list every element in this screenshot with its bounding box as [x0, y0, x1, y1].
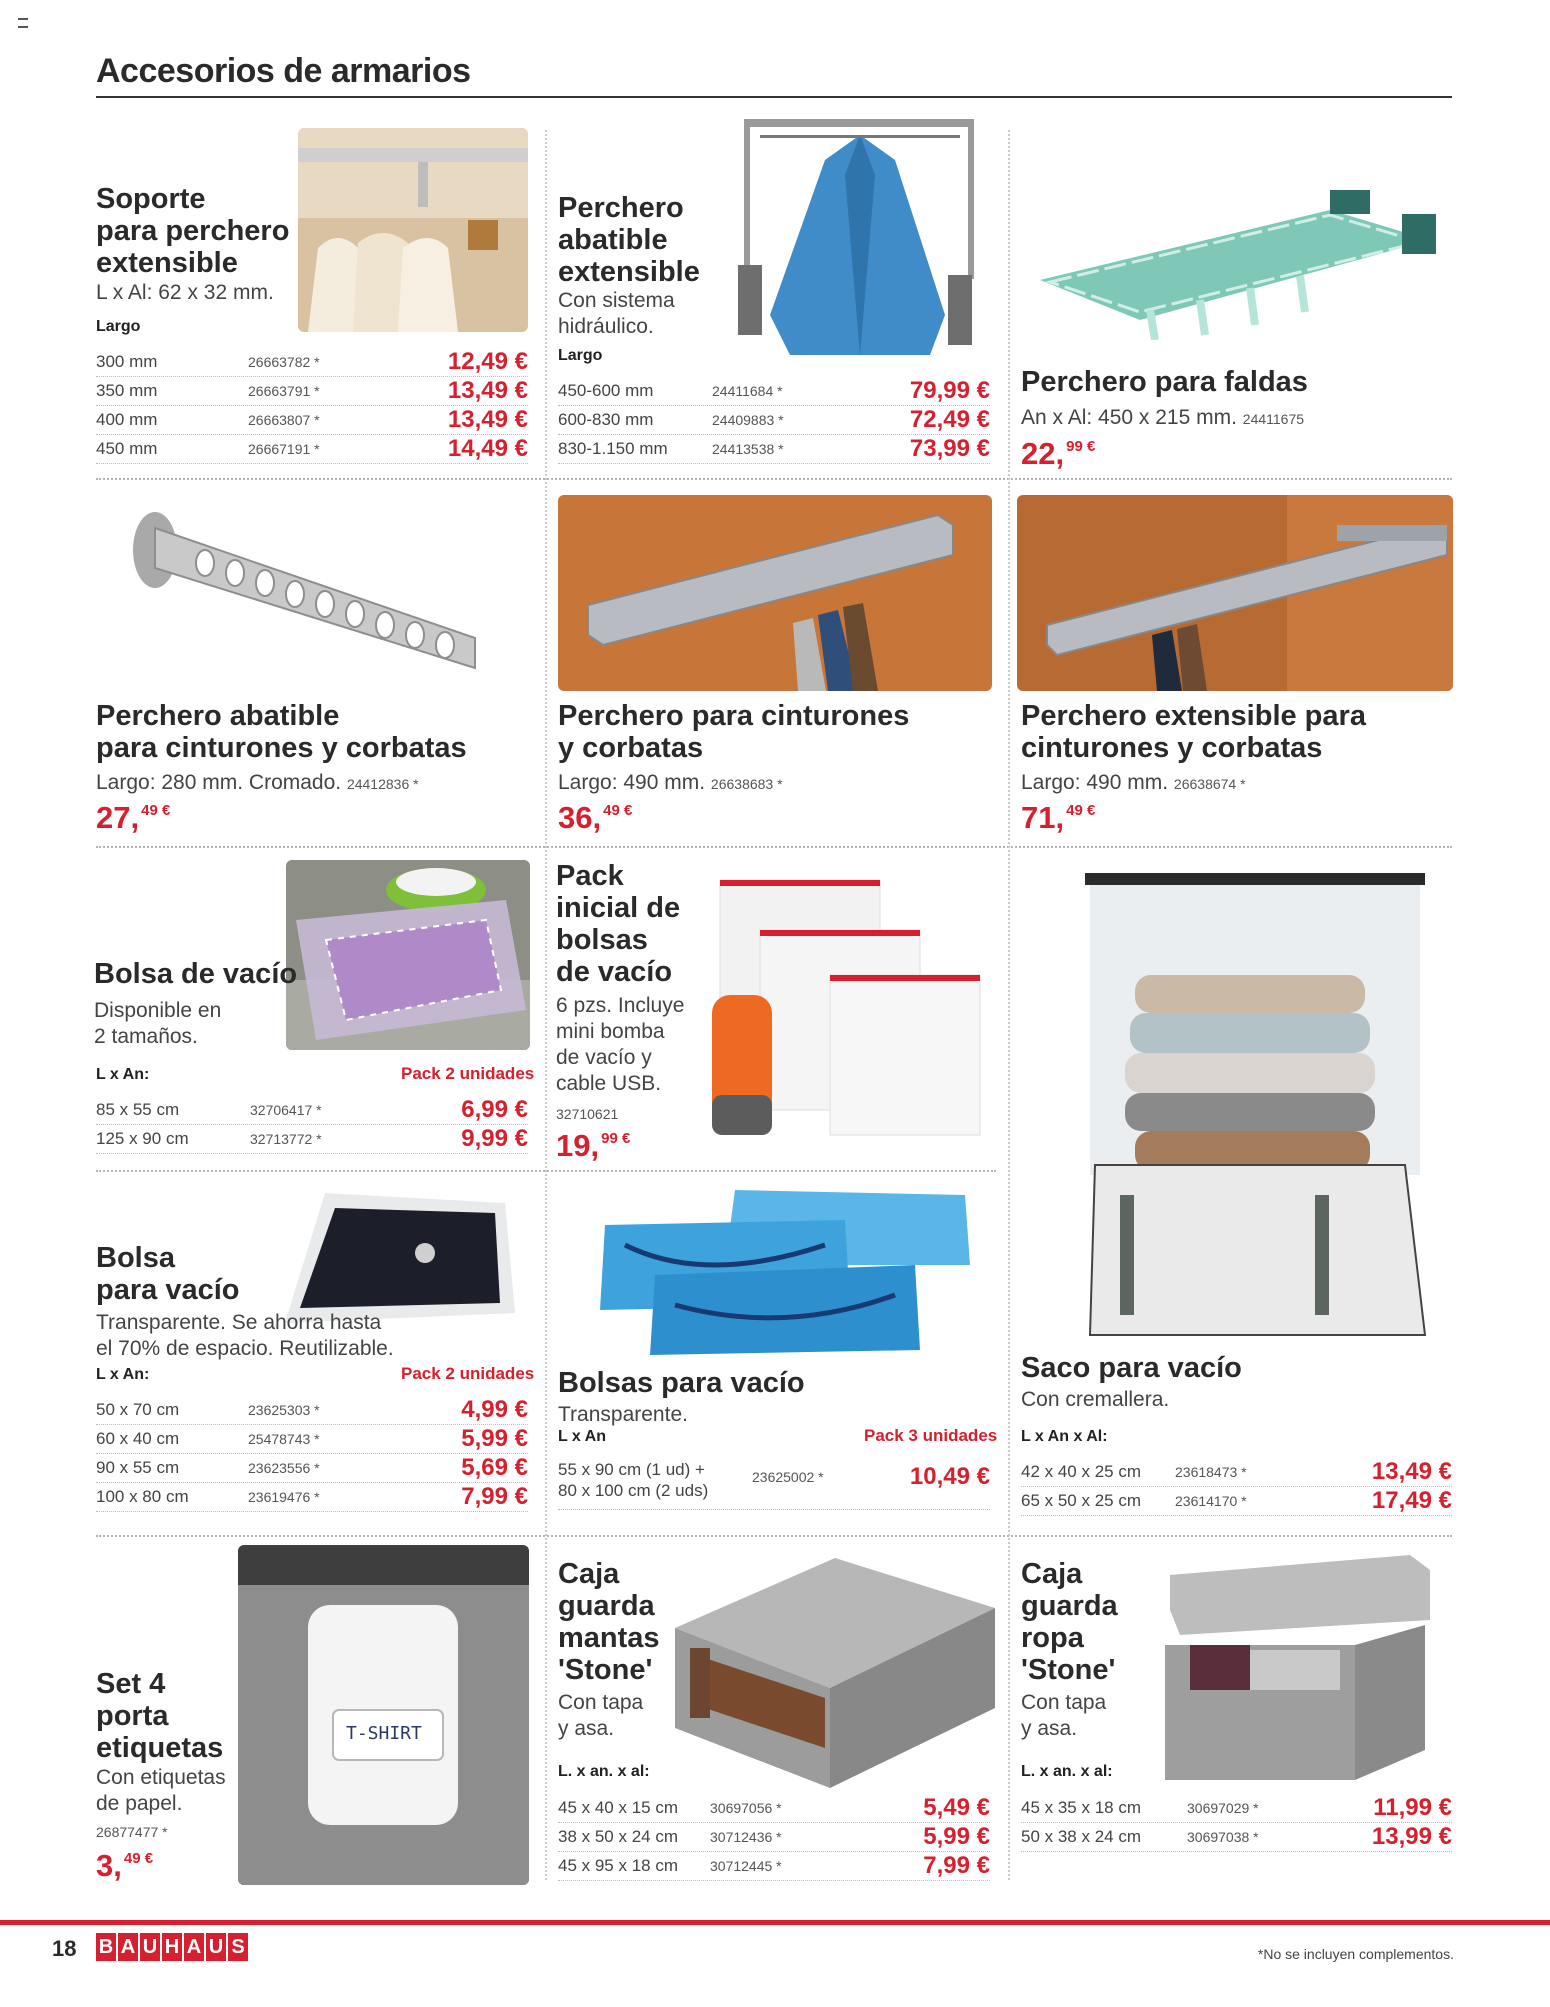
col-divider — [1008, 130, 1010, 1880]
table-row: 50 x 70 cm 23625303 * 4,99 € — [96, 1396, 528, 1423]
product-price-pack-inicial: 19, $^{99 €}$ — [556, 1128, 631, 1163]
product-image-saco-vacio — [1075, 865, 1435, 1365]
product-image-perchero-cinturones — [558, 495, 992, 691]
price-table-soporte — [96, 348, 528, 464]
product-name-porta-etiquetas: Set 4 porta etiquetas — [96, 1668, 224, 1764]
title-divider — [96, 96, 1452, 98]
table-row: 450 mm 26667191 * 14,49 € — [96, 435, 528, 462]
table-row: 65 x 50 x 25 cm 23614170 * 17,49 € — [1021, 1487, 1452, 1514]
product-desc-pack-inicial: 6 pzs. Incluye mini bomba de vacío y cable USB. — [556, 994, 685, 1095]
product-desc-perchero-abatible: Con sistema hidráulico. — [558, 289, 675, 338]
product-name-bolsa-para-vacio: Bolsa para vacío — [96, 1242, 240, 1306]
row-divider — [96, 1535, 1452, 1537]
table-row: 350 mm 26663791 * 13,49 € — [96, 377, 528, 404]
price-table-caja-mantas — [558, 1794, 990, 1881]
product-image-pack-inicial — [700, 875, 990, 1145]
product-desc-bolsas-para-vacio: Transparente. — [558, 1403, 688, 1426]
product-price-porta-etiquetas: 3, $^{49 €}$ — [96, 1848, 154, 1883]
product-price-perchero-cinturones: 36, $^{49 €}$ — [558, 800, 633, 835]
product-desc-caja-ropa: Con tapa y asa. — [1021, 1691, 1107, 1740]
product-name-caja-ropa: Caja guarda ropa 'Stone' — [1021, 1558, 1118, 1686]
logo-letter: A — [118, 1933, 138, 1961]
product-name-soporte: Soporte para perchero extensible — [96, 183, 290, 279]
table-label: L x An: — [96, 1066, 150, 1083]
table-row: 300 mm 26663782 * 12,49 € — [96, 348, 528, 375]
price-table-bolsa-para-vacio — [96, 1396, 528, 1512]
table-row: 45 x 35 x 18 cm 30697029 * 11,99 € — [1021, 1794, 1452, 1821]
table-label: Largo — [558, 347, 603, 364]
product-code-porta-etiquetas: 26877477 * — [96, 1824, 168, 1840]
product-price-perchero-cinturones-extensible: 71, $^{49 €}$ — [1021, 800, 1096, 835]
product-desc-bolsa-para-vacio: Transparente. Se ahorra hasta el 70% de espacio. Reutilizable. — [96, 1311, 394, 1360]
table-label: Largo — [96, 318, 141, 335]
product-image-perchero-abatible — [730, 115, 990, 365]
logo-letter: A — [184, 1933, 204, 1961]
table-row: 55 x 90 cm (1 ud) + 80 x 100 cm (2 uds) 23625002 * 10,49 € — [558, 1453, 990, 1510]
table-row: 400 mm 26663807 * 13,49 € — [96, 406, 528, 433]
product-name-pack-inicial: Pack inicial de bolsas de vacío — [556, 860, 681, 988]
product-image-perchero-cinturones-abatible — [125, 508, 485, 678]
logo-letter: H — [162, 1933, 182, 1961]
product-desc-perchero-faldas: An x Al: 450 x 215 mm. 24411675 — [1021, 406, 1305, 429]
table-row: 85 x 55 cm 32706417 * 6,99 € — [96, 1096, 528, 1123]
product-price-perchero-cinturones-abatible: 27, $^{49 €}$ — [96, 800, 171, 835]
product-name-saco-vacio: Saco para vacío — [1021, 1352, 1242, 1384]
page-title: Accesorios de armarios — [96, 52, 471, 90]
table-row: 830-1.150 mm 24413538 * 73,99 € — [558, 435, 990, 462]
product-desc-saco-vacio: Con cremallera. — [1021, 1388, 1170, 1411]
table-label: L x An: — [96, 1366, 150, 1383]
product-name-perchero-cinturones-extensible: Perchero extensible para cinturones y corbatas — [1021, 700, 1366, 764]
table-row: 125 x 90 cm 32713772 * 9,99 € — [96, 1125, 528, 1152]
product-desc-perchero-cinturones-extensible: Largo: 490 mm. 26638674 * — [1021, 771, 1246, 794]
price-table-saco-vacio — [1021, 1458, 1452, 1516]
product-name-perchero-faldas: Perchero para faldas — [1021, 366, 1308, 398]
product-image-bolsa-vacio — [286, 860, 530, 1050]
product-name-perchero-abatible: Perchero abatible extensible — [558, 192, 700, 288]
table-row: 60 x 40 cm 25478743 * 5,99 € — [96, 1425, 528, 1452]
footnote: *No se incluyen complementos. — [1257, 1946, 1454, 1962]
table-row: 45 x 40 x 15 cm 30697056 * 5,49 € — [558, 1794, 990, 1821]
price-table-bolsa-vacio — [96, 1096, 528, 1154]
product-desc-perchero-cinturones-abatible: Largo: 280 mm. Cromado. 24412836 * — [96, 771, 419, 794]
page-number: 18 — [52, 1936, 77, 1961]
price-table-caja-ropa — [1021, 1794, 1452, 1852]
logo-letter: U — [206, 1933, 226, 1961]
product-image-bolsas-para-vacio — [585, 1185, 975, 1360]
table-row: 45 x 95 x 18 cm 30712445 * 7,99 € — [558, 1852, 990, 1879]
product-name-perchero-cinturones: Perchero para cinturones y corbatas — [558, 700, 910, 764]
product-desc-bolsa-vacio: Disponible en 2 tamaños. — [94, 999, 222, 1048]
product-image-caja-mantas — [665, 1548, 995, 1793]
pack-badge: Pack 2 unidades — [401, 1064, 535, 1083]
row-divider — [96, 846, 1452, 848]
product-image-perchero-cinturones-extensible — [1017, 495, 1453, 691]
product-name-bolsas-para-vacio: Bolsas para vacío — [558, 1367, 805, 1399]
product-image-caja-ropa — [1160, 1550, 1435, 1785]
product-price-perchero-faldas: 22, $^{99 €}$ — [1021, 436, 1096, 471]
hamburger-icon[interactable] — [18, 18, 28, 28]
product-desc-perchero-cinturones: Largo: 490 mm. 26638683 * — [558, 771, 783, 794]
product-image-perchero-faldas — [1030, 170, 1440, 340]
table-label: L. x an. x al: — [1021, 1763, 1113, 1780]
table-row: 450-600 mm 24411684 * 79,99 € — [558, 377, 990, 404]
product-image-porta-etiquetas — [238, 1545, 529, 1885]
product-name-caja-mantas: Caja guarda mantas 'Stone' — [558, 1558, 660, 1686]
table-row: 42 x 40 x 25 cm 23618473 * 13,49 € — [1021, 1458, 1452, 1485]
price-table-perchero-abatible — [558, 377, 990, 464]
col-divider — [545, 130, 547, 1880]
table-row: 50 x 38 x 24 cm 30697038 * 13,99 € — [1021, 1823, 1452, 1850]
bauhaus-logo — [96, 1933, 248, 1961]
product-desc-porta-etiquetas: Con etiquetas de papel. — [96, 1766, 226, 1815]
table-row: 90 x 55 cm 23623556 * 5,69 € — [96, 1454, 528, 1481]
footer-bar — [0, 1920, 1550, 1925]
tag-text: T-SHIRT — [346, 1723, 422, 1744]
table-row: 100 x 80 cm 23619476 * 7,99 € — [96, 1483, 528, 1510]
table-row: 38 x 50 x 24 cm 30712436 * 5,99 € — [558, 1823, 990, 1850]
product-image-soporte — [298, 128, 528, 332]
row-divider — [96, 478, 1452, 480]
product-name-bolsa-vacio: Bolsa de vacío — [94, 958, 298, 990]
pack-badge: Pack 2 unidades — [401, 1364, 535, 1383]
table-label: L. x an. x al: — [558, 1763, 650, 1780]
product-code-pack-inicial: 32710621 — [556, 1106, 619, 1122]
logo-letter: B — [96, 1933, 116, 1961]
product-name-perchero-cinturones-abatible: Perchero abatible para cinturones y corbatas — [96, 700, 467, 764]
logo-letter: U — [140, 1933, 160, 1961]
table-label: L x An — [558, 1428, 607, 1445]
table-label: L x An x Al: — [1021, 1428, 1108, 1445]
logo-letter: S — [228, 1933, 248, 1961]
pack-badge: Pack 3 unidades — [864, 1426, 998, 1445]
product-desc-soporte: L x Al: 62 x 32 mm. — [96, 281, 274, 304]
product-desc-caja-mantas: Con tapa y asa. — [558, 1691, 644, 1740]
table-row: 600-830 mm 24409883 * 72,49 € — [558, 406, 990, 433]
